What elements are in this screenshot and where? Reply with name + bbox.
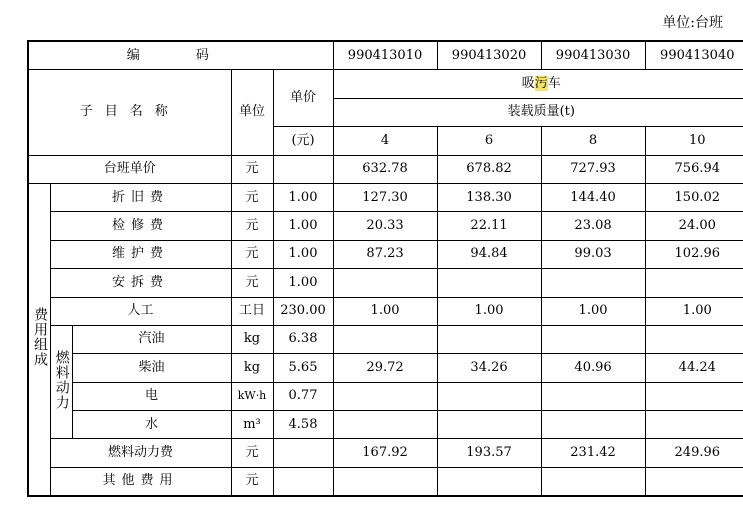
value-cell: 249.96 <box>645 439 743 467</box>
code-cell: 990413020 <box>437 41 541 70</box>
row-price: 1.00 <box>273 240 333 268</box>
value-cell: 1.00 <box>333 297 437 325</box>
machine-name-prefix: 吸 <box>521 75 535 91</box>
table-row <box>28 411 743 439</box>
row-price: 5.65 <box>273 354 333 382</box>
machine-name-highlight: 污 <box>534 75 548 91</box>
price-unit-label: (元) <box>273 127 333 155</box>
row-name: 维护费 <box>50 240 231 268</box>
table-row <box>28 439 743 467</box>
value-cell: 44.24 <box>645 354 743 382</box>
value-cell: 678.82 <box>437 155 541 183</box>
row-price: 0.77 <box>273 382 333 410</box>
row-unit: 元 <box>231 183 273 211</box>
item-name-label: 子目名称 <box>28 70 231 155</box>
row-price: 230.00 <box>273 297 333 325</box>
table-row <box>28 269 743 297</box>
param-label: 装载质量(t) <box>333 98 743 126</box>
value-cell <box>333 325 437 353</box>
capacity-cell: 10 <box>645 127 743 155</box>
value-cell <box>333 467 437 496</box>
value-cell: 1.00 <box>541 297 645 325</box>
row-unit: m³ <box>231 411 273 439</box>
value-cell: 150.02 <box>645 183 743 211</box>
value-cell: 87.23 <box>333 240 437 268</box>
row-name: 人工 <box>50 297 231 325</box>
row-unit: 元 <box>231 212 273 240</box>
row-price <box>273 155 333 183</box>
value-cell <box>437 325 541 353</box>
code-cell: 990413040 <box>645 41 743 70</box>
value-cell: 99.03 <box>541 240 645 268</box>
value-cell <box>645 269 743 297</box>
value-cell <box>645 325 743 353</box>
value-cell <box>437 411 541 439</box>
value-cell: 756.94 <box>645 155 743 183</box>
row-name: 燃料动力费 <box>50 439 231 467</box>
value-cell: 24.00 <box>645 212 743 240</box>
value-cell <box>645 411 743 439</box>
row-unit: kg <box>231 354 273 382</box>
row-name: 安拆费 <box>50 269 231 297</box>
value-cell <box>437 382 541 410</box>
value-cell <box>541 467 645 496</box>
value-cell: 727.93 <box>541 155 645 183</box>
value-cell: 144.40 <box>541 183 645 211</box>
machine-name-suffix: 车 <box>547 75 561 91</box>
capacity-cell: 6 <box>437 127 541 155</box>
unit-label: 单位 <box>231 70 273 155</box>
row-unit: 元 <box>231 439 273 467</box>
row-unit: 工日 <box>231 297 273 325</box>
row-price <box>273 467 333 496</box>
row-price: 1.00 <box>273 269 333 297</box>
row-name: 折旧费 <box>50 183 231 211</box>
row-name: 检修费 <box>50 212 231 240</box>
code-header-row <box>28 41 743 70</box>
value-cell: 94.84 <box>437 240 541 268</box>
row-unit: kW·h <box>231 382 273 410</box>
value-cell <box>333 411 437 439</box>
row-price: 6.38 <box>273 325 333 353</box>
table-row <box>28 325 743 353</box>
value-cell: 167.92 <box>333 439 437 467</box>
row-name: 水 <box>72 411 231 439</box>
row-price: 1.00 <box>273 183 333 211</box>
row-name: 其他费用 <box>50 467 231 496</box>
value-cell: 34.26 <box>437 354 541 382</box>
machine-shift-rate-table <box>27 40 743 497</box>
value-cell: 102.96 <box>645 240 743 268</box>
table-row <box>28 183 743 211</box>
value-cell <box>541 325 645 353</box>
row-name: 台班单价 <box>28 155 231 183</box>
value-cell <box>437 467 541 496</box>
value-cell: 20.33 <box>333 212 437 240</box>
value-cell: 127.30 <box>333 183 437 211</box>
value-cell: 193.57 <box>437 439 541 467</box>
value-cell: 29.72 <box>333 354 437 382</box>
table-row <box>28 212 743 240</box>
value-cell <box>333 269 437 297</box>
row-unit: 元 <box>231 155 273 183</box>
value-cell: 1.00 <box>645 297 743 325</box>
value-cell <box>333 382 437 410</box>
value-cell: 23.08 <box>541 212 645 240</box>
row-name: 柴油 <box>72 354 231 382</box>
row-unit: 元 <box>231 269 273 297</box>
row-price: 4.58 <box>273 411 333 439</box>
row-unit: 元 <box>231 240 273 268</box>
value-cell: 1.00 <box>437 297 541 325</box>
value-cell: 40.96 <box>541 354 645 382</box>
row-unit: kg <box>231 325 273 353</box>
code-cell: 990413030 <box>541 41 645 70</box>
value-cell: 632.78 <box>333 155 437 183</box>
value-cell <box>541 411 645 439</box>
row-price <box>273 439 333 467</box>
value-cell: 231.42 <box>541 439 645 467</box>
capacity-cell: 8 <box>541 127 645 155</box>
row-name: 电 <box>72 382 231 410</box>
machine-name <box>333 70 743 98</box>
value-cell <box>541 382 645 410</box>
capacity-cell: 4 <box>333 127 437 155</box>
row-unit: 元 <box>231 467 273 496</box>
fuel-group-label: 燃料动力 <box>50 325 72 439</box>
code-label: 编 码 <box>28 41 333 70</box>
table-row <box>28 240 743 268</box>
row-price: 1.00 <box>273 212 333 240</box>
machine-name-row <box>28 70 743 98</box>
table-row <box>28 297 743 325</box>
cost-group-label: 费用组成 <box>28 183 50 496</box>
code-cell: 990413010 <box>333 41 437 70</box>
value-cell: 138.30 <box>437 183 541 211</box>
unit-note: 单位:台班 <box>662 15 723 31</box>
table-row <box>28 467 743 496</box>
value-cell <box>437 269 541 297</box>
table-row <box>28 354 743 382</box>
value-cell: 22.11 <box>437 212 541 240</box>
row-name: 汽油 <box>72 325 231 353</box>
price-label: 单价 <box>273 70 333 127</box>
table-row <box>28 382 743 410</box>
shift-price-row <box>28 155 743 183</box>
value-cell <box>645 467 743 496</box>
value-cell <box>541 269 645 297</box>
value-cell <box>645 382 743 410</box>
